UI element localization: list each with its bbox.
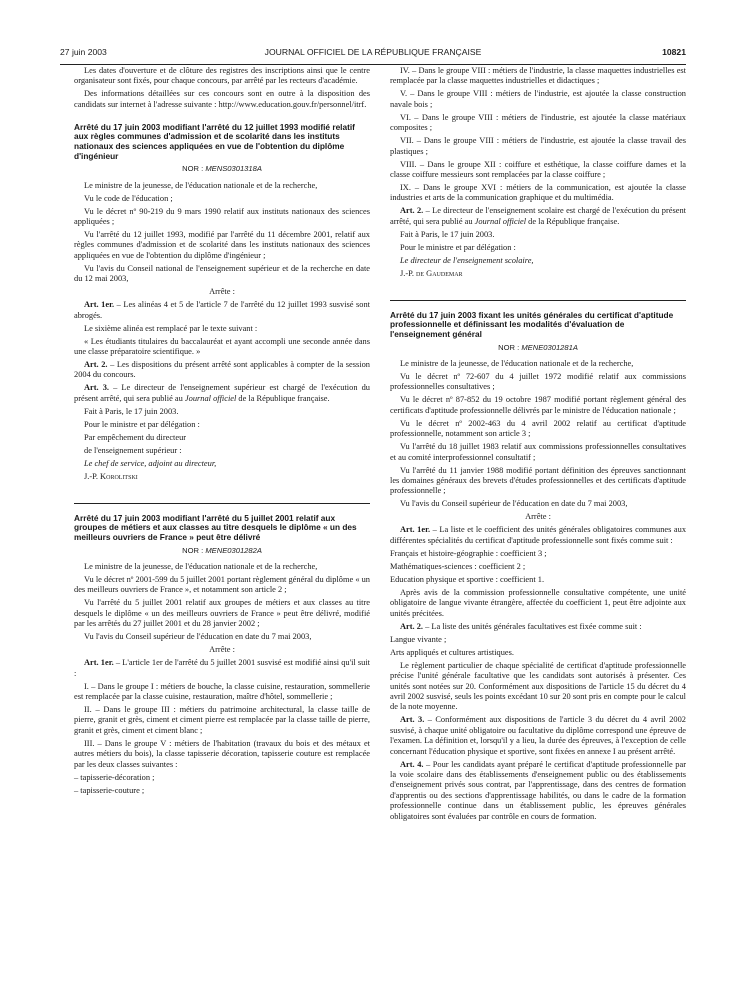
paragraph: Vu le décret nº 87-852 du 19 octobre 1987 modifié portant règlement général des certificats d'aptitude professionnelle délivrés par le ministre de l'éducation nationale ; bbox=[390, 395, 686, 415]
paragraph: Vu l'arrêté du 12 juillet 1993, modifié par l'arrêté du 11 décembre 2001, relatif aux règles communes d'admission et de scolarité dans les instituts nationaux des sciences appliquées en vue de l'obtention du diplôme d'ingénieur ; bbox=[74, 230, 370, 260]
list-item: Mathématiques-sciences : coefficient 2 ; bbox=[390, 561, 526, 571]
paragraph: Vu l'avis du Conseil supérieur de l'éducation en date du 7 mai 2003, bbox=[84, 632, 312, 642]
paragraph: Vu l'avis du Conseil supérieur de l'éducation en date du 7 mai 2003, bbox=[400, 499, 628, 509]
paragraph: III. – Dans le groupe V : métiers de l'habitation (travaux du bois et des métaux et autres métiers du bois), la classe tapisserie décoration, tapisserie couture est remplacée par les deux classes suivantes : bbox=[74, 738, 370, 769]
list-item: – tapisserie-décoration ; bbox=[74, 772, 155, 782]
signature-line: Par empêchement du directeur bbox=[84, 432, 187, 442]
date-line: Fait à Paris, le 17 juin 2003. bbox=[400, 229, 495, 239]
paragraph: Le règlement particulier de chaque spécialité de certificat d'aptitude professionnelle précise l'unité générale facultative que les candidats sont autorisés à présenter. Ces unités sont notées sur 20. Conformément aux dispositions de l'article 15 du décret du 4 avril 2002 susvisé, seuls les points excédant 10 sur 20 sont pris en compte pour le calcul de la note moyenne. bbox=[390, 660, 686, 712]
paragraph: Vu l'arrêté du 11 janvier 1988 modifié portant définition des épreuves sanctionnant les domaines généraux des brevets d'études professionnelles et des certificats d'aptitude professionnelle ; bbox=[390, 465, 686, 496]
page-header bbox=[60, 47, 686, 59]
paragraph: Le ministre de la jeunesse, de l'éducation nationale et de la recherche, bbox=[84, 180, 318, 190]
article: Art. 1er. – La liste et le coefficient des unités générales obligatoires communes aux différentes spécialités du certificat d'aptitude professionnelle sont fixés comme suit : bbox=[390, 525, 687, 545]
nor-reference: NOR : MENS0301318A bbox=[182, 164, 262, 174]
paragraph: Après avis de la commission professionnelle consultative compétente, une unité obligatoire de langue vivante étrangère, affectée du coefficient 1, peut être adjointe aux unités précitées. bbox=[390, 587, 686, 618]
signatory-name: J.-P. Korolitski bbox=[84, 471, 138, 481]
arrete-heading: Arrête : bbox=[525, 512, 551, 522]
nor-reference: NOR : MENE0301282A bbox=[182, 545, 262, 555]
arrete-heading: Arrête : bbox=[209, 287, 235, 297]
signature-line: Pour le ministre et par délégation : bbox=[84, 419, 200, 429]
paragraph: I. – Dans le groupe I : métiers de bouche, la classe cuisine, restauration, sommellerie est remplacée par la classe cuisine, restauration, maître d'hôtel, sommellerie ; bbox=[74, 681, 370, 702]
article: Art. 4. – Pour les candidats ayant préparé le certificat d'aptitude professionnelle par la voie scolaire dans des établissements d'enseignement public ou des établissements d'enseignement privés sous contrat, par l'apprentissage, dans des centres de formation d'apprentis ou des sections d'apprentissage habilités, ou dans le cadre de la formation professionnelle continue dans un établissement public, les épreuves générales obligatoires sont évaluées par contrôle en cours de formation. bbox=[390, 759, 686, 821]
article: Art. 1er. – Les alinéas 4 et 5 de l'article 7 de l'arrêté du 12 juillet 1993 susvisé sont abrogés. bbox=[74, 300, 371, 320]
intro-paragraph: Les dates d'ouverture et de clôture des registres des inscriptions ainsi que le centre organisateur sont fixés, pour chaque concours, par arrêté par les recteurs d'académie. bbox=[74, 66, 370, 86]
arrete-heading: Arrête : bbox=[209, 645, 235, 655]
article: Art. 2. – La liste des unités générales facultatives est fixée comme suit : bbox=[400, 621, 642, 631]
list-item: – tapisserie-couture ; bbox=[74, 785, 145, 795]
paragraph: Vu le décret nº 72-607 du 4 juillet 1972 modifié relatif aux commissions professionnelles consultatives ; bbox=[390, 372, 686, 392]
nor-reference: NOR : MENE0301281A bbox=[498, 342, 578, 352]
signature-line: Pour le ministre et par délégation : bbox=[400, 242, 516, 252]
paragraph: Le sixième alinéa est remplacé par le texte suivant : bbox=[84, 323, 258, 333]
decree-insa bbox=[74, 123, 370, 482]
header-page-number: 10821 bbox=[662, 47, 686, 57]
paragraph: Vu l'arrêté du 18 juillet 1983 relatif aux commissions professionnelles consultatives et au comité interprofessionnel consultatif ; bbox=[390, 442, 686, 462]
article: Art. 3. – Le directeur de l'enseignement supérieur est chargé de l'exécution du présent arrêté, qui sera publié au Journal officiel de la République française. bbox=[74, 383, 370, 403]
date-line: Fait à Paris, le 17 juin 2003. bbox=[84, 406, 179, 416]
decree-cap bbox=[390, 311, 686, 822]
header-journal-title: JOURNAL OFFICIEL DE LA RÉPUBLIQUE FRANÇAISE bbox=[264, 47, 482, 57]
paragraph: V. – Dans le groupe VIII : métiers de l'industrie, est ajoutée la classe construction navale bois ; bbox=[390, 89, 686, 109]
paragraph: Vu le code de l'éducation ; bbox=[84, 193, 173, 203]
decree-mof bbox=[74, 514, 370, 796]
article: Art. 1er. – L'article 1er de l'arrêté du 5 juillet 2001 susvisé est modifié ainsi qu'il suit : bbox=[74, 658, 370, 678]
paragraph: Vu l'arrêté du 5 juillet 2001 relatif aux groupes de métiers et aux classes au titre desquels le diplôme « un des meilleurs ouvriers de France » peut être délivré, modifié par les arrêtés du 27 juillet 2001 et du 28 janvier 2002 ; bbox=[74, 598, 370, 629]
signature-line: de l'enseignement supérieur : bbox=[84, 445, 182, 455]
signatory-name: J.-P. de Gaudemar bbox=[400, 268, 463, 278]
signature-line: Le chef de service, adjoint au directeur, bbox=[84, 458, 217, 468]
intro-paragraph: Des informations détaillées sur ces concours sont en outre à la disposition des candidats sur internet à l'adresse suivante : http://www.education.gouv.fr/personnel/itrf. bbox=[74, 89, 370, 109]
article: Art. 3. – Conformément aux dispositions de l'article 3 du décret du 4 avril 2002 susvisé, à chaque unité obligatoire ou facultative du diplôme correspond une épreuve de l'examen. La définition et, lorsqu'il y a lieu, la durée des épreuves, à l'exception de celle concernant l'éducation physique et sportive, sont fixées en annexe I au présent arrêté. bbox=[390, 715, 686, 756]
left-column bbox=[74, 66, 370, 799]
paragraph: Le ministre de la jeunesse, de l'éducation nationale et de la recherche, bbox=[84, 562, 318, 572]
paragraph: Vu le décret nº 2001-599 du 5 juillet 2001 portant règlement général du diplôme « un des meilleurs ouvriers de France », et notamment son article 2 ; bbox=[74, 575, 370, 595]
right-column bbox=[390, 66, 686, 825]
paragraph: II. – Dans le groupe III : métiers du patrimoine architectural, la classe taille de pierre, granit et grès, ciment et ciment pierre est remplacée par la classe taille de pierre, granit et grès, ciment et ciment blanc ; bbox=[74, 705, 370, 735]
list-item: Langue vivante ; bbox=[390, 634, 447, 644]
decree-title: Arrêté du 17 juin 2003 fixant les unités générales du certificat d'aptitude professionnelle et définissant les modalités d'évaluation de l'enseignement général bbox=[390, 309, 674, 340]
list-item: Arts appliqués et cultures artistiques. bbox=[390, 647, 514, 657]
list-item: Français et histoire-géographie : coefficient 3 ; bbox=[390, 548, 547, 558]
paragraph: VII. – Dans le groupe VIII : métiers de l'industrie, est ajoutée la classe travail des plastiques ; bbox=[390, 136, 686, 156]
paragraph: IV. – Dans le groupe VIII : métiers de l'industrie, la classe maquettes industrielles est remplacée par la classe maquettes industrielles et didactiques ; bbox=[390, 66, 686, 86]
paragraph: IX. – Dans le groupe XVI : métiers de la communication, est ajoutée la classe industries et arts de la communication graphique et du multimédia. bbox=[390, 183, 686, 203]
article: Art. 2. – Le directeur de l'enseignement scolaire est chargé de l'exécution du présent arrêté, qui sera publié au Journal officiel de la République française. bbox=[390, 206, 686, 226]
list-item: Education physique et sportive : coefficient 1. bbox=[390, 574, 545, 584]
paragraph: Le ministre de la jeunesse, de l'éducation nationale et de la recherche, bbox=[400, 359, 634, 369]
paragraph: Vu le décret nº 90-219 du 9 mars 1990 relatif aux instituts nationaux des sciences appliquées ; bbox=[74, 206, 370, 226]
header-rule bbox=[60, 64, 686, 65]
paragraph: « Les étudiants titulaires du baccalauréat et ayant accompli une seconde année dans une classe préparatoire scientifique. » bbox=[74, 336, 370, 357]
paragraph: Vu l'avis du Conseil national de l'enseignement supérieur et de la recherche en date du 12 mai 2003, bbox=[74, 263, 370, 284]
header-date: 27 juin 2003 bbox=[60, 47, 107, 57]
decree-title: Arrêté du 17 juin 2003 modifiant l'arrêté du 5 juillet 2001 relatif aux groupes de métiers et aux classes au titre desquels le diplôme « un des meilleurs ouvriers de France » peut être délivré bbox=[74, 512, 357, 543]
paragraph: VIII. – Dans le groupe XII : coiffure et esthétique, la classe coiffure dames et la classe coiffure messieurs sont remplacées par la classe coiffure ; bbox=[390, 159, 686, 180]
paragraph: Vu le décret nº 2002-463 du 4 avril 2002 relatif au certificat d'aptitude professionnelle, notamment son article 3 ; bbox=[390, 418, 686, 439]
paragraph: VI. – Dans le groupe VIII : métiers de l'industrie, est ajoutée la classe matériaux composites ; bbox=[390, 112, 686, 133]
article: Art. 2. – Les dispositions du présent arrêté sont applicables à compter de la session 2004 du concours. bbox=[74, 360, 370, 380]
decree-title: Arrêté du 17 juin 2003 modifiant l'arrêté du 12 juillet 1993 modifié relatif aux règles communes d'admission et de scolarité dans les instituts nationaux des sciences appliquées en vue de l'obtention du diplôme d'ingénieur bbox=[74, 121, 355, 161]
signature-line: Le directeur de l'enseignement scolaire, bbox=[400, 255, 534, 265]
